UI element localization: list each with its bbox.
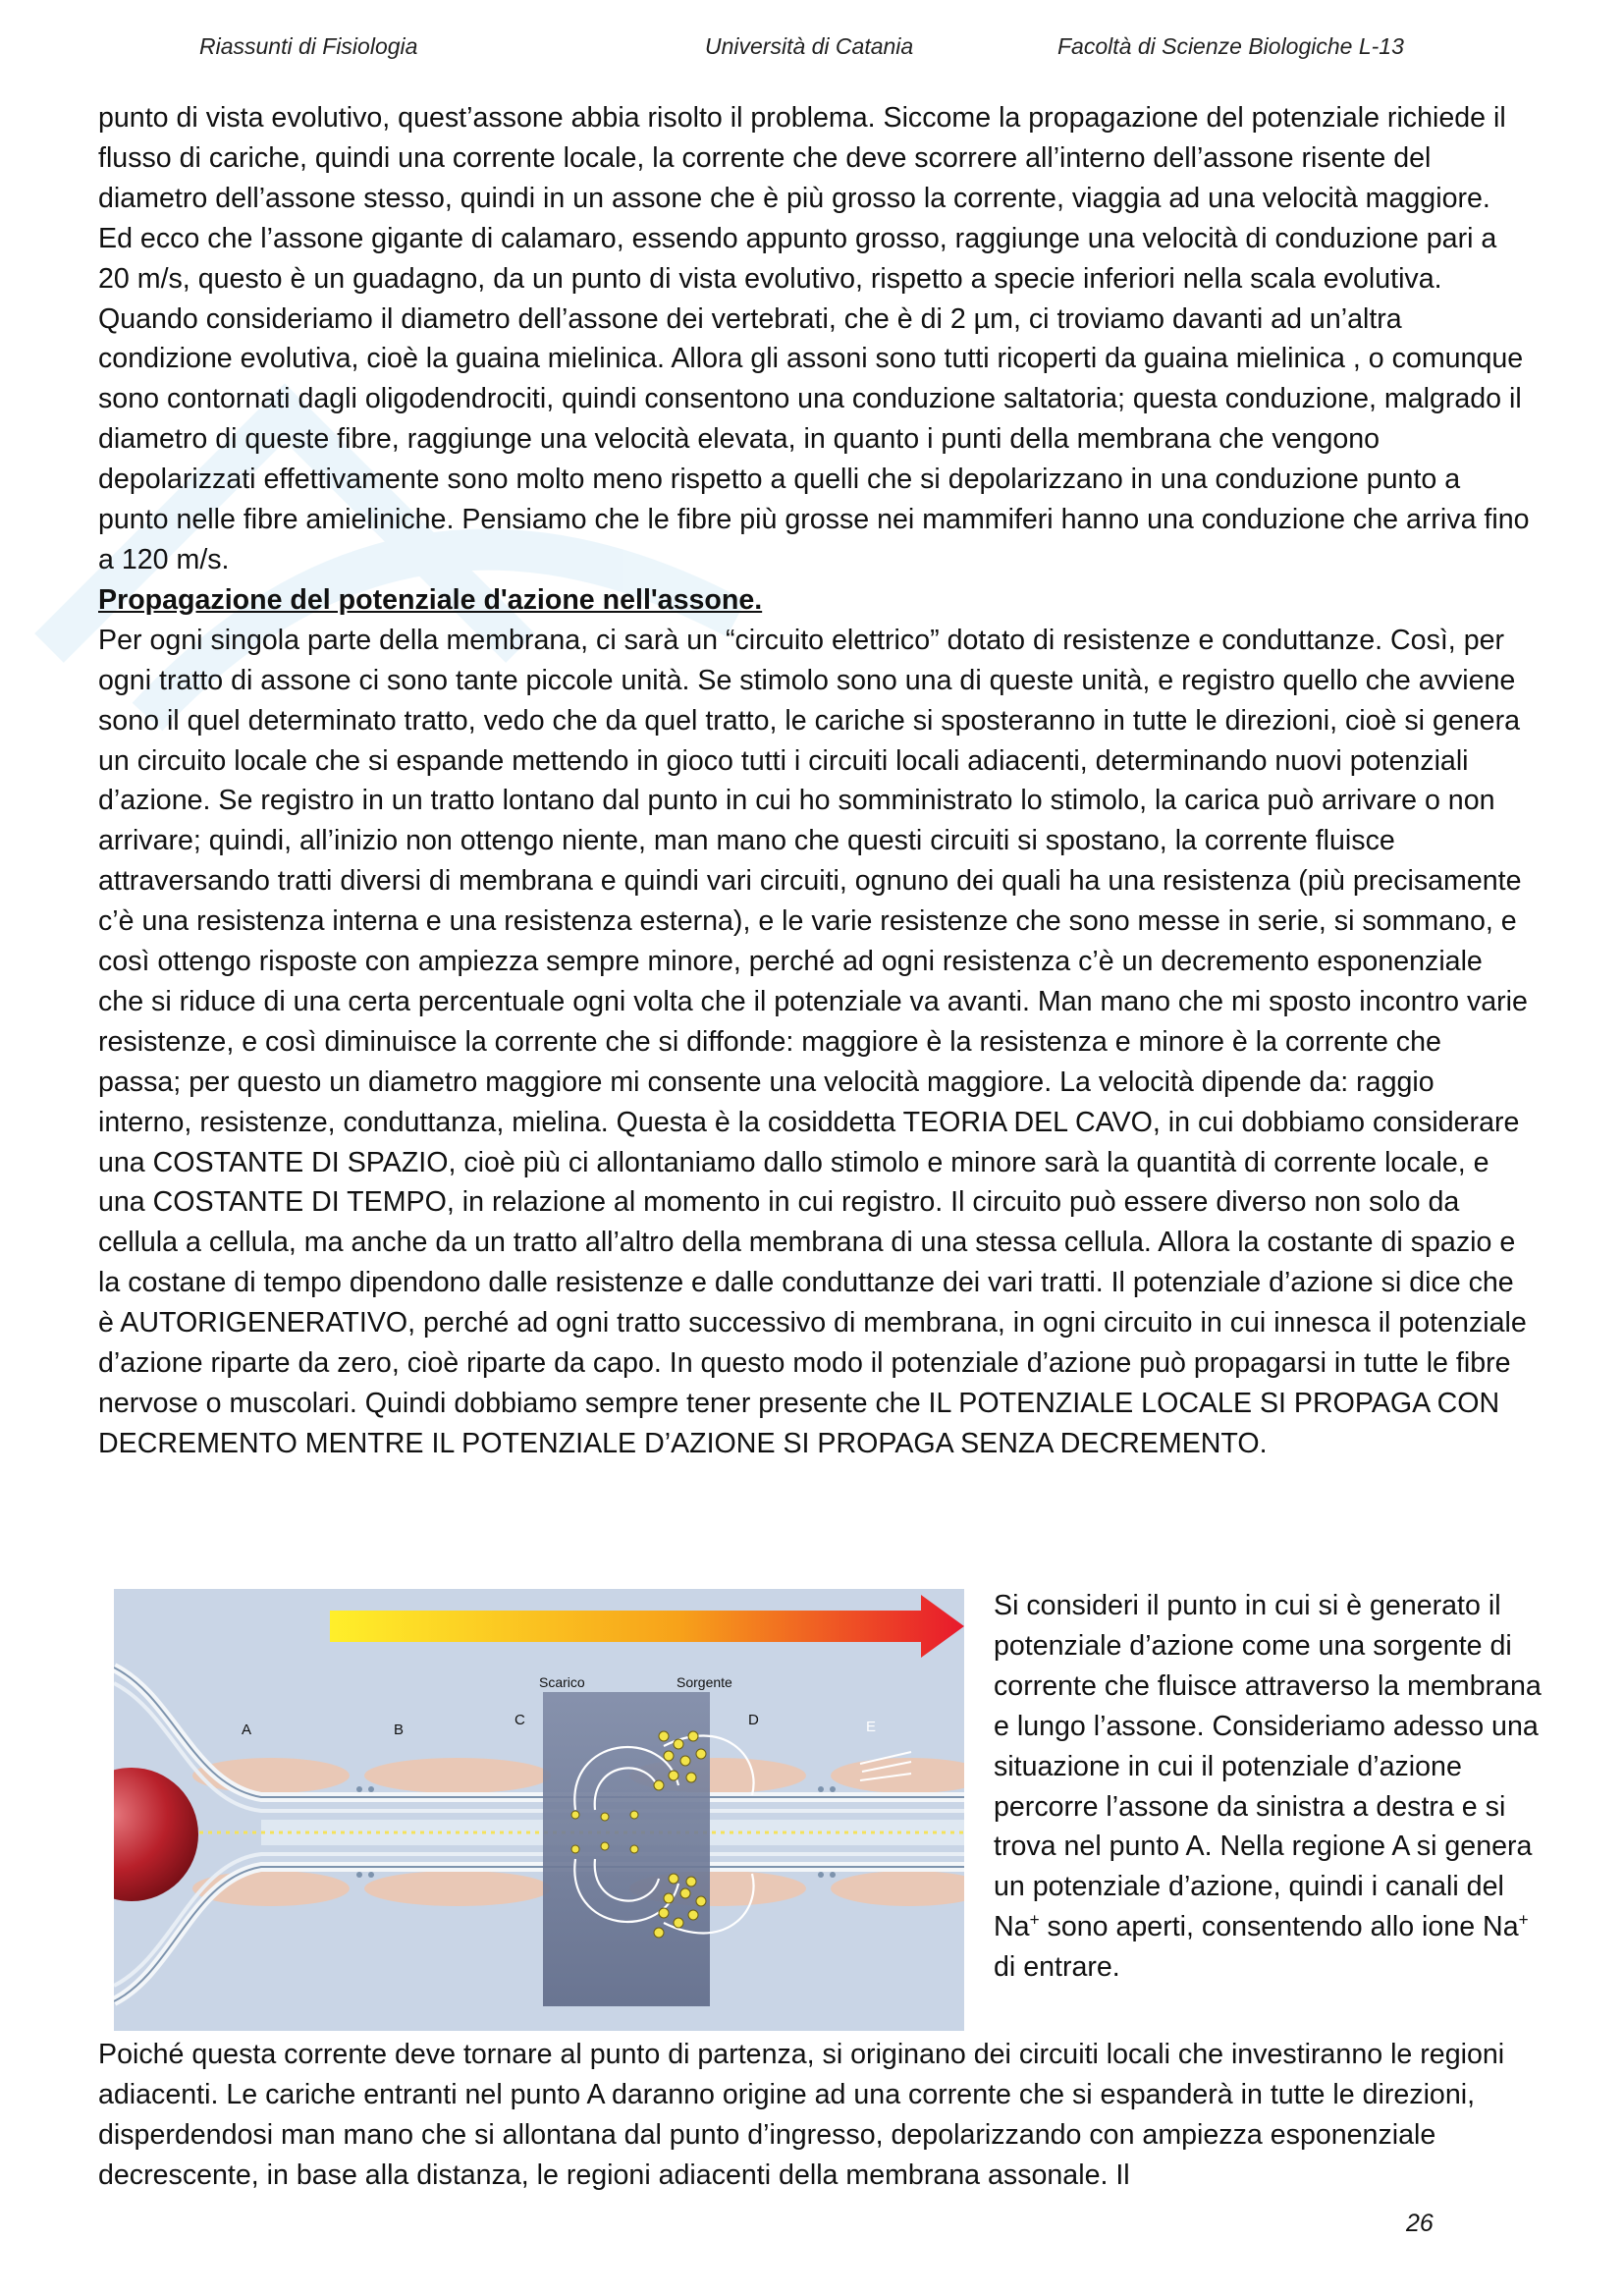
na-charge-sup-2: + bbox=[1518, 1909, 1529, 1930]
side-text-part3: di entrare. bbox=[994, 1951, 1120, 1984]
running-header bbox=[0, 33, 1624, 63]
header-course: Riassunti di Fisiologia bbox=[199, 33, 418, 59]
bottom-text-block bbox=[98, 2035, 1532, 2196]
label-b: B bbox=[394, 1722, 405, 1738]
propagation-arrow bbox=[330, 1595, 964, 1658]
paragraph-intro: punto di vista evolutivo, quest’assone abbia risolto il problema. Siccome la propagazione del potenziale richiede il flusso di cariche, quindi una corrente locale, la corrente che deve scorrere all’interno dell’assone risente del diametro dell’assone stesso, quindi in un assone che è più grosso la corrente, viaggia ad una velocità maggiore. Ed ecco che l’assone gigante di calamaro, essendo appunto grosso, raggiunge una velocità di conduzione pari a 20 m/s, questo è un guadagno, da un punto di vista evolutivo, rispetto a specie inferiori nella scala evolutiva. Quando consideriamo il diametro dell’assone dei vertebrati, che è di 2 µm, ci troviamo davanti ad un’altra condizione evolutiva, cioè la guaina mielinica. Allora gli assoni sono tutti ricoperti da guaina mielinica , o comunque sono contornati dagli oligodendrociti, quindi consentono una conduzione saltatoria; questa conduzione, malgrado il diametro di queste fibre, raggiunge una velocità elevata, in quanto i punti della membrana che vengono depolarizzati effettivamente sono molto meno rispetto a quelli che si depolarizzano in una conduzione punto a punto nelle fibre amieliniche. Pensiamo che le fibre più grosse nei mammiferi hanno una conduzione che arriva fino a 120 m/s. bbox=[98, 102, 1530, 575]
header-faculty: Facoltà di Scienze Biologiche L-13 bbox=[1057, 33, 1404, 59]
axon-propagation-figure bbox=[114, 1589, 964, 2031]
soma bbox=[114, 1768, 198, 1901]
section-title: Propagazione del potenziale d'azione nell'assone. bbox=[98, 583, 763, 616]
label-d: D bbox=[748, 1712, 759, 1728]
axon-diagram bbox=[114, 1589, 964, 2031]
figure-side-text bbox=[994, 1586, 1543, 1988]
side-text-part2: sono aperti, consentendo allo ione Na bbox=[1039, 1911, 1519, 1943]
page-number: 26 bbox=[1406, 2210, 1434, 2237]
side-paragraph bbox=[994, 1586, 1543, 1988]
main-text-block bbox=[98, 98, 1532, 1464]
label-sorgente: Sorgente bbox=[677, 1674, 732, 1690]
header-university: Università di Catania bbox=[705, 33, 914, 59]
label-a: A bbox=[242, 1722, 252, 1738]
paragraph-bottom: Poiché questa corrente deve tornare al punto di partenza, si originano dei circuiti locali che investiranno le regioni adiacenti. Le cariche entranti nel punto A daranno origine ad una corrente che si espanderà in tutte le direzioni, disperdendosi man mano che si allontana dal punto d’ingresso, depolarizzando con ampiezza esponenziale decrescente, in base alla distanza, le regioni adiacenti della membrana assonale. Il bbox=[98, 2039, 1505, 2191]
paragraph-main: Per ogni singola parte della membrana, ci sarà un “circuito elettrico” dotato di resistenze e conduttanze. Così, per ogni tratto di assone ci sono tante piccole unità. Se stimolo sono una di queste unità, e registro quello che avviene sono il quel determinato tratto, vedo che da quel tratto, le cariche si sposteranno in tutte le direzioni, cioè si genera un circuito locale che si espande mettendo in gioco tutti i circuiti locali adiacenti, determinando nuovi potenziali d’azione. Se registro in un tratto lontano dal punto in cui ho somministrato lo stimolo, la carica può arrivare o non arrivare; quindi, all’inizio non ottengo niente, man mano che questi circuiti si spostano, la corrente fluisce attraversando tratti diversi di membrana e quindi vari circuiti, ognuno dei quali ha una resistenza (più precisamente c’è una resistenza interna e una resistenza esterna), e le varie resistenze che sono messe in serie, si sommano, e così ottengo risposte con ampiezza sempre minore, perché ad ogni resistenza c’è un decremento esponenziale che si riduce di una certa percentuale ogni volta che il potenziale va avanti. Man mano che mi sposto incontro varie resistenze, e così diminuisce la corrente che si diffonde: maggiore è la resistenza e minore è la corrente che passa; per questo un diametro maggiore mi consente una velocità maggiore. La velocità dipende da: raggio interno, resistenze, conduttanza, mielina. Questa è la cosiddetta TEORIA DEL CAVO, in cui dobbiamo considerare una COSTANTE DI SPAZIO, cioè più ci allontaniamo dallo stimolo e minore sarà la quantità di corrente locale, e una COSTANTE DI TEMPO, in relazione al momento in cui registro. Il circuito può essere diverso non solo da cellula a cellula, ma anche da un tratto all’altro della membrana di una stessa cellula. Allora la costante di spazio e la costane di tempo dipendono dalle resistenze e dalle conduttanze dei vari tratti. Il potenziale d’azione si dice che è AUTORIGENERATIVO, perché ad ogni tratto successivo di membrana, in ogni circuito in cui innesca il potenziale d’azione riparte da zero, cioè riparte da capo. In questo modo il potenziale d’azione può propagarsi in tutte le fibre nervose o muscolari. Quindi dobbiamo sempre tener presente che IL POTENZIALE LOCALE SI PROPAGA CON DECREMENTO MENTRE IL POTENZIALE D’AZIONE SI PROPAGA SENZA DECREMENTO. bbox=[98, 624, 1528, 1459]
label-c: C bbox=[514, 1712, 525, 1728]
label-e: E bbox=[866, 1719, 877, 1735]
na-charge-sup-1: + bbox=[1029, 1909, 1040, 1930]
label-scarico: Scarico bbox=[539, 1674, 585, 1690]
axon-membrane bbox=[114, 1667, 964, 2001]
side-text-part1: Si consideri il punto in cui si è generato il potenziale d’azione come una sorgente di corrente che fluisce attraverso la membrana e lungo l’assone. Consideriamo adesso una situazione in cui il potenziale d’azione percorre l’assone da sinistra a destra e si trova nel punto A. Nella regione A si genera un potenziale d’azione, quindi i canali del Na bbox=[994, 1590, 1542, 1943]
